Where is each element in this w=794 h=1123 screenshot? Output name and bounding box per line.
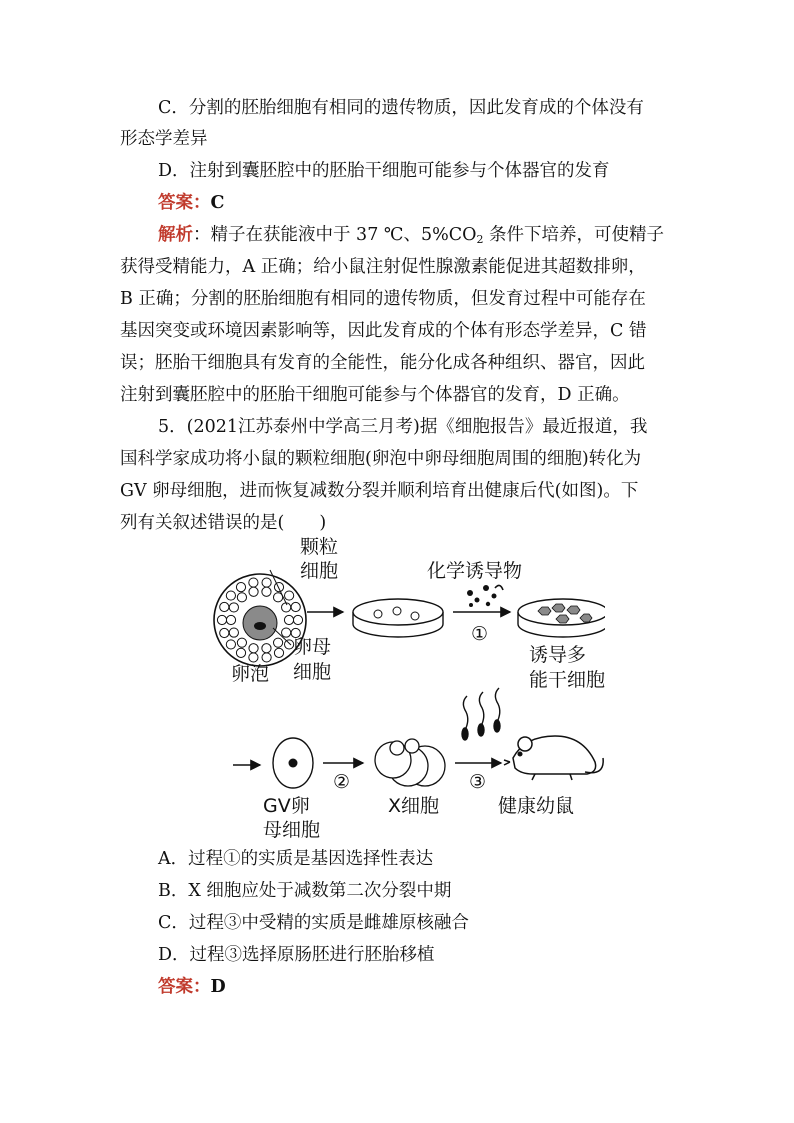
granulosa-cell [249,587,258,596]
granulosa-cell [285,591,294,600]
label-step-3: ③ [469,771,487,793]
granulosa-cell [226,615,235,624]
label-x-cell: X细胞 [388,795,440,817]
question5-line2: 国科学家成功将小鼠的颗粒细胞(卵泡中卵母细胞周围的细胞)转化为 [120,449,642,469]
granulosa-cell [217,615,226,624]
label-oocyte-2: 细胞 [293,661,332,683]
answer-q5-label: 答案： [158,977,211,997]
granulosa-cell [249,653,258,662]
granulosa-cell [220,602,229,611]
granulosa-cell [293,615,302,624]
mouse-icon [504,736,603,780]
label-gv-2: 母细胞 [263,819,321,840]
label-step-2: ② [333,771,351,793]
gv-oocyte-icon [273,738,313,788]
label-granulosa-2: 细胞 [300,560,339,582]
analysis-text-a: ：精子在获能液中于 37 ℃、5%CO [193,225,477,245]
granulosa-cell [226,640,235,649]
analysis-text-b: 条件下培养，可使精子 [483,225,665,245]
analysis-line3: B 正确；分割的胚胎细胞有相同的遗传物质，但发育过程中可能存在 [120,289,646,309]
ips-dish-icon [518,599,605,637]
granulosa-cell [249,578,258,587]
answer-value: C [210,193,225,213]
granulosa-cell [284,615,293,624]
answer-label: 答案： [158,193,211,213]
granulosa-cell [262,644,271,653]
analysis-line4: 基因突变或环境因素影响等，因此发育成的个体有形态学差异，C 错 [120,321,647,341]
option-c: C．过程③中受精的实质是雌雄原核融合 [158,913,469,933]
granulosa-cell [282,628,291,637]
option-d-prev: D．注射到囊胚腔中的胚胎干细胞可能参与个体器官的发育 [158,161,610,181]
option-c-prev-line2: 形态学差异 [120,129,208,149]
answer-q5 [158,976,226,998]
analysis-line5: 误；胚胎干细胞具有发育的全能性，能分化成各种组织、器官，因此 [120,353,645,373]
culture-dish-icon [353,599,443,637]
analysis-line6: 注射到囊胚腔中的胚胎干细胞可能参与个体器官的发育，D 正确。 [120,385,630,405]
label-healthy-mouse: 健康幼鼠 [498,795,575,817]
option-b: B．X 细胞应处于减数第二次分裂中期 [158,881,452,901]
label-oocyte-1: 卵母 [293,636,332,658]
label-gv-1: GV卵 [263,795,310,817]
label-follicle: 卵泡 [231,663,270,685]
label-step-1: ① [471,623,489,645]
granulosa-cell [262,653,271,662]
label-chemical-inducer: 化学诱导物 [427,560,523,582]
granulosa-cell [229,603,238,612]
granulosa-cell [291,602,300,611]
granulosa-cell [274,648,283,657]
analysis-subscript: 2 [476,233,484,246]
x-cell-icon [375,739,445,786]
question5-line3: GV 卵母细胞，进而恢复减数分裂并顺利培育出健康后代(如图)。下 [120,481,639,501]
granulosa-cell [220,628,229,637]
option-d: D．过程③选择原肠胚进行胚胎移植 [158,945,435,965]
granulosa-cell [262,587,271,596]
granulosa-cell [273,638,282,647]
label-ips-2: 能干细胞 [529,669,605,691]
label-granulosa-1: 颗粒 [300,536,339,558]
granulosa-cell [274,582,283,591]
question5-line1: 5．(2021江苏泰州中学高三月考)据《细胞报告》最近报道，我 [158,417,648,437]
granulosa-cell [229,628,238,637]
question5-line4: 列有关叙述错误的是( ) [120,513,327,533]
chemical-particles-icon [467,585,503,607]
granulosa-cell [236,648,245,657]
option-a: A．过程①的实质是基因选择性表达 [158,849,434,869]
granulosa-cell [226,591,235,600]
granulosa-cell [237,593,246,602]
answer-prev [158,192,224,214]
granulosa-cell [236,582,245,591]
analysis-line2: 获得受精能力，A 正确；给小鼠注射促性腺激素能促进其超数排卵， [120,257,646,277]
granulosa-cell [262,578,271,587]
answer-q5-value: D [210,977,226,997]
label-ips-1: 诱导多 [529,644,587,666]
analysis-line1 [158,224,664,251]
granulosa-cell [249,644,258,653]
analysis-label: 解析 [158,225,193,245]
option-c-prev-line1: C．分割的胚胎细胞有相同的遗传物质，因此发育成的个体没有 [158,98,644,118]
granulosa-cell [237,638,246,647]
experiment-diagram [205,530,605,840]
sperm-icon [462,688,500,740]
